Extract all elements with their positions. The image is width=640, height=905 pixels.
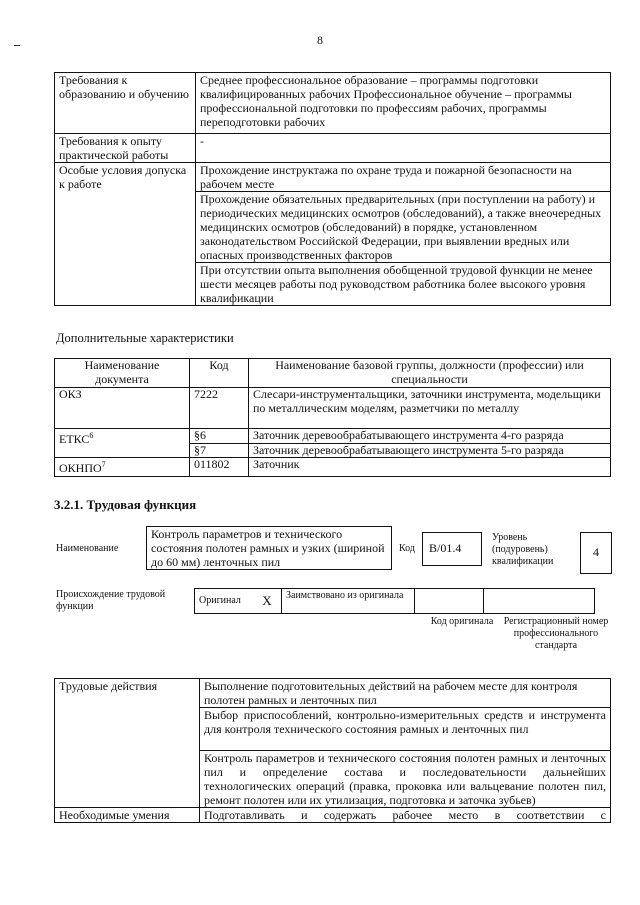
- name-cell: Заточник деревообрабатывающего инструмента 5-го разряда: [249, 443, 611, 458]
- table-row: [55, 134, 611, 163]
- code-cell: §7: [190, 443, 249, 458]
- doc-cell: ЕТКС$^6$: [55, 429, 190, 458]
- row-content: Выполнение подготовительных действий на рабочем месте для контроля полотен рамных и ленточных пил: [200, 679, 611, 708]
- origin-label: Происхождение трудовой функции: [56, 589, 166, 612]
- level-label: Уровень (подуровень) квалификации: [492, 532, 554, 567]
- row-content: Подготавливать и содержать рабочее место в соответствии с: [200, 808, 611, 823]
- requirements-table: [54, 72, 611, 306]
- table-row: [55, 429, 611, 444]
- code-cell: 011802: [190, 458, 249, 477]
- table-row: [55, 679, 611, 708]
- row-content: Прохождение обязательных предварительных (при поступлении на работу) и периодических медицинских осмотров (обследований), а также внеочередных медицинских осмотров (обследований) в порядке, установленном законодательством Российской Федерации, при выявлении вредных или опасных производственных факторов: [196, 192, 611, 263]
- table-row: [55, 458, 611, 477]
- table-row: [195, 589, 595, 614]
- additional-title: Дополнительные характеристики: [56, 331, 234, 345]
- row-label: Требования к образованию и обучению: [55, 73, 196, 134]
- row-label: Трудовые действия: [55, 679, 200, 808]
- row-content: Прохождение инструктажа по охране труда и пожарной безопасности на рабочем месте: [196, 163, 611, 192]
- table-header-row: [55, 359, 611, 388]
- doc-cell: ОКЗ: [55, 388, 190, 429]
- table-row: [55, 163, 611, 192]
- column-header: Наименование базовой группы, должности (профессии) или специальности: [249, 359, 611, 388]
- doc-cell: ОКНПО$^7$: [55, 458, 190, 477]
- name-cell: Слесари-инструментальщики, заточники инструмента, модельщики по металлическим моделям, разметчики по металлу: [249, 388, 611, 429]
- reg-number-cell: [484, 589, 595, 614]
- table-row: [55, 73, 611, 134]
- code-label: Код: [399, 543, 415, 554]
- row-content: -: [196, 134, 611, 163]
- row-label: Требования к опыту практической работы: [55, 134, 196, 163]
- borrowed-label: Заимствовано из оригинала: [282, 589, 415, 614]
- row-content: Контроль параметров и технического состояния полотен рамных и ленточных пил и определение состава и последовательности дальнейших технологических операций (правка, проковка или вальцевание полотен пил, ремонт полотен или их утилизация, подготовка и заточка зубьев): [200, 751, 611, 808]
- origin-code-cell: [415, 589, 484, 614]
- row-label: Особые условия допуска к работе: [55, 163, 196, 306]
- reg-number-caption: Регистрационный номер профессионального стандарта: [503, 616, 609, 651]
- additional-table: [54, 358, 611, 477]
- name-cell: Заточник деревообрабатывающего инструмента 4-го разряда: [249, 429, 611, 444]
- original-label: Оригинал: [195, 589, 254, 614]
- row-label: Необходимые умения: [55, 808, 200, 823]
- column-header: Наименование документа: [55, 359, 190, 388]
- table-row: [55, 388, 611, 429]
- origin-table: [194, 588, 595, 614]
- code-original-caption: Код оригинала: [430, 616, 494, 627]
- actions-table: [54, 678, 611, 823]
- level-value: 4: [580, 532, 612, 574]
- row-content: При отсутствии опыта выполнения обобщенной трудовой функции не менее шести месяцев работы под руководством работника более высокого уровня квалификации: [196, 263, 611, 306]
- code-cell: 7222: [190, 388, 249, 429]
- table-row: [55, 808, 611, 823]
- row-content: Среднее профессиональное образование – программы подготовки квалифицированных рабочих Профессиональное обучение – программы профессиональной подготовки по профессиям рабочих, программы переподготовки рабочих: [196, 73, 611, 134]
- page-number: 8: [317, 33, 323, 47]
- section-title: 3.2.1. Трудовая функция: [54, 497, 197, 512]
- original-mark: X: [253, 589, 282, 614]
- code-value: B/01.4: [422, 532, 482, 566]
- function-name-value: Контроль параметров и технического состояния полотен рамных и узких (шириной до 60 мм) ленточных пил: [146, 526, 392, 570]
- row-content: Выбор приспособлений, контрольно-измерительных средств и инструмента для контроля технического состояния рамных и ленточных пил: [200, 708, 611, 751]
- column-header: Код: [190, 359, 249, 388]
- function-name-label: Наименование: [56, 543, 119, 554]
- code-cell: §6: [190, 429, 249, 444]
- name-cell: Заточник: [249, 458, 611, 477]
